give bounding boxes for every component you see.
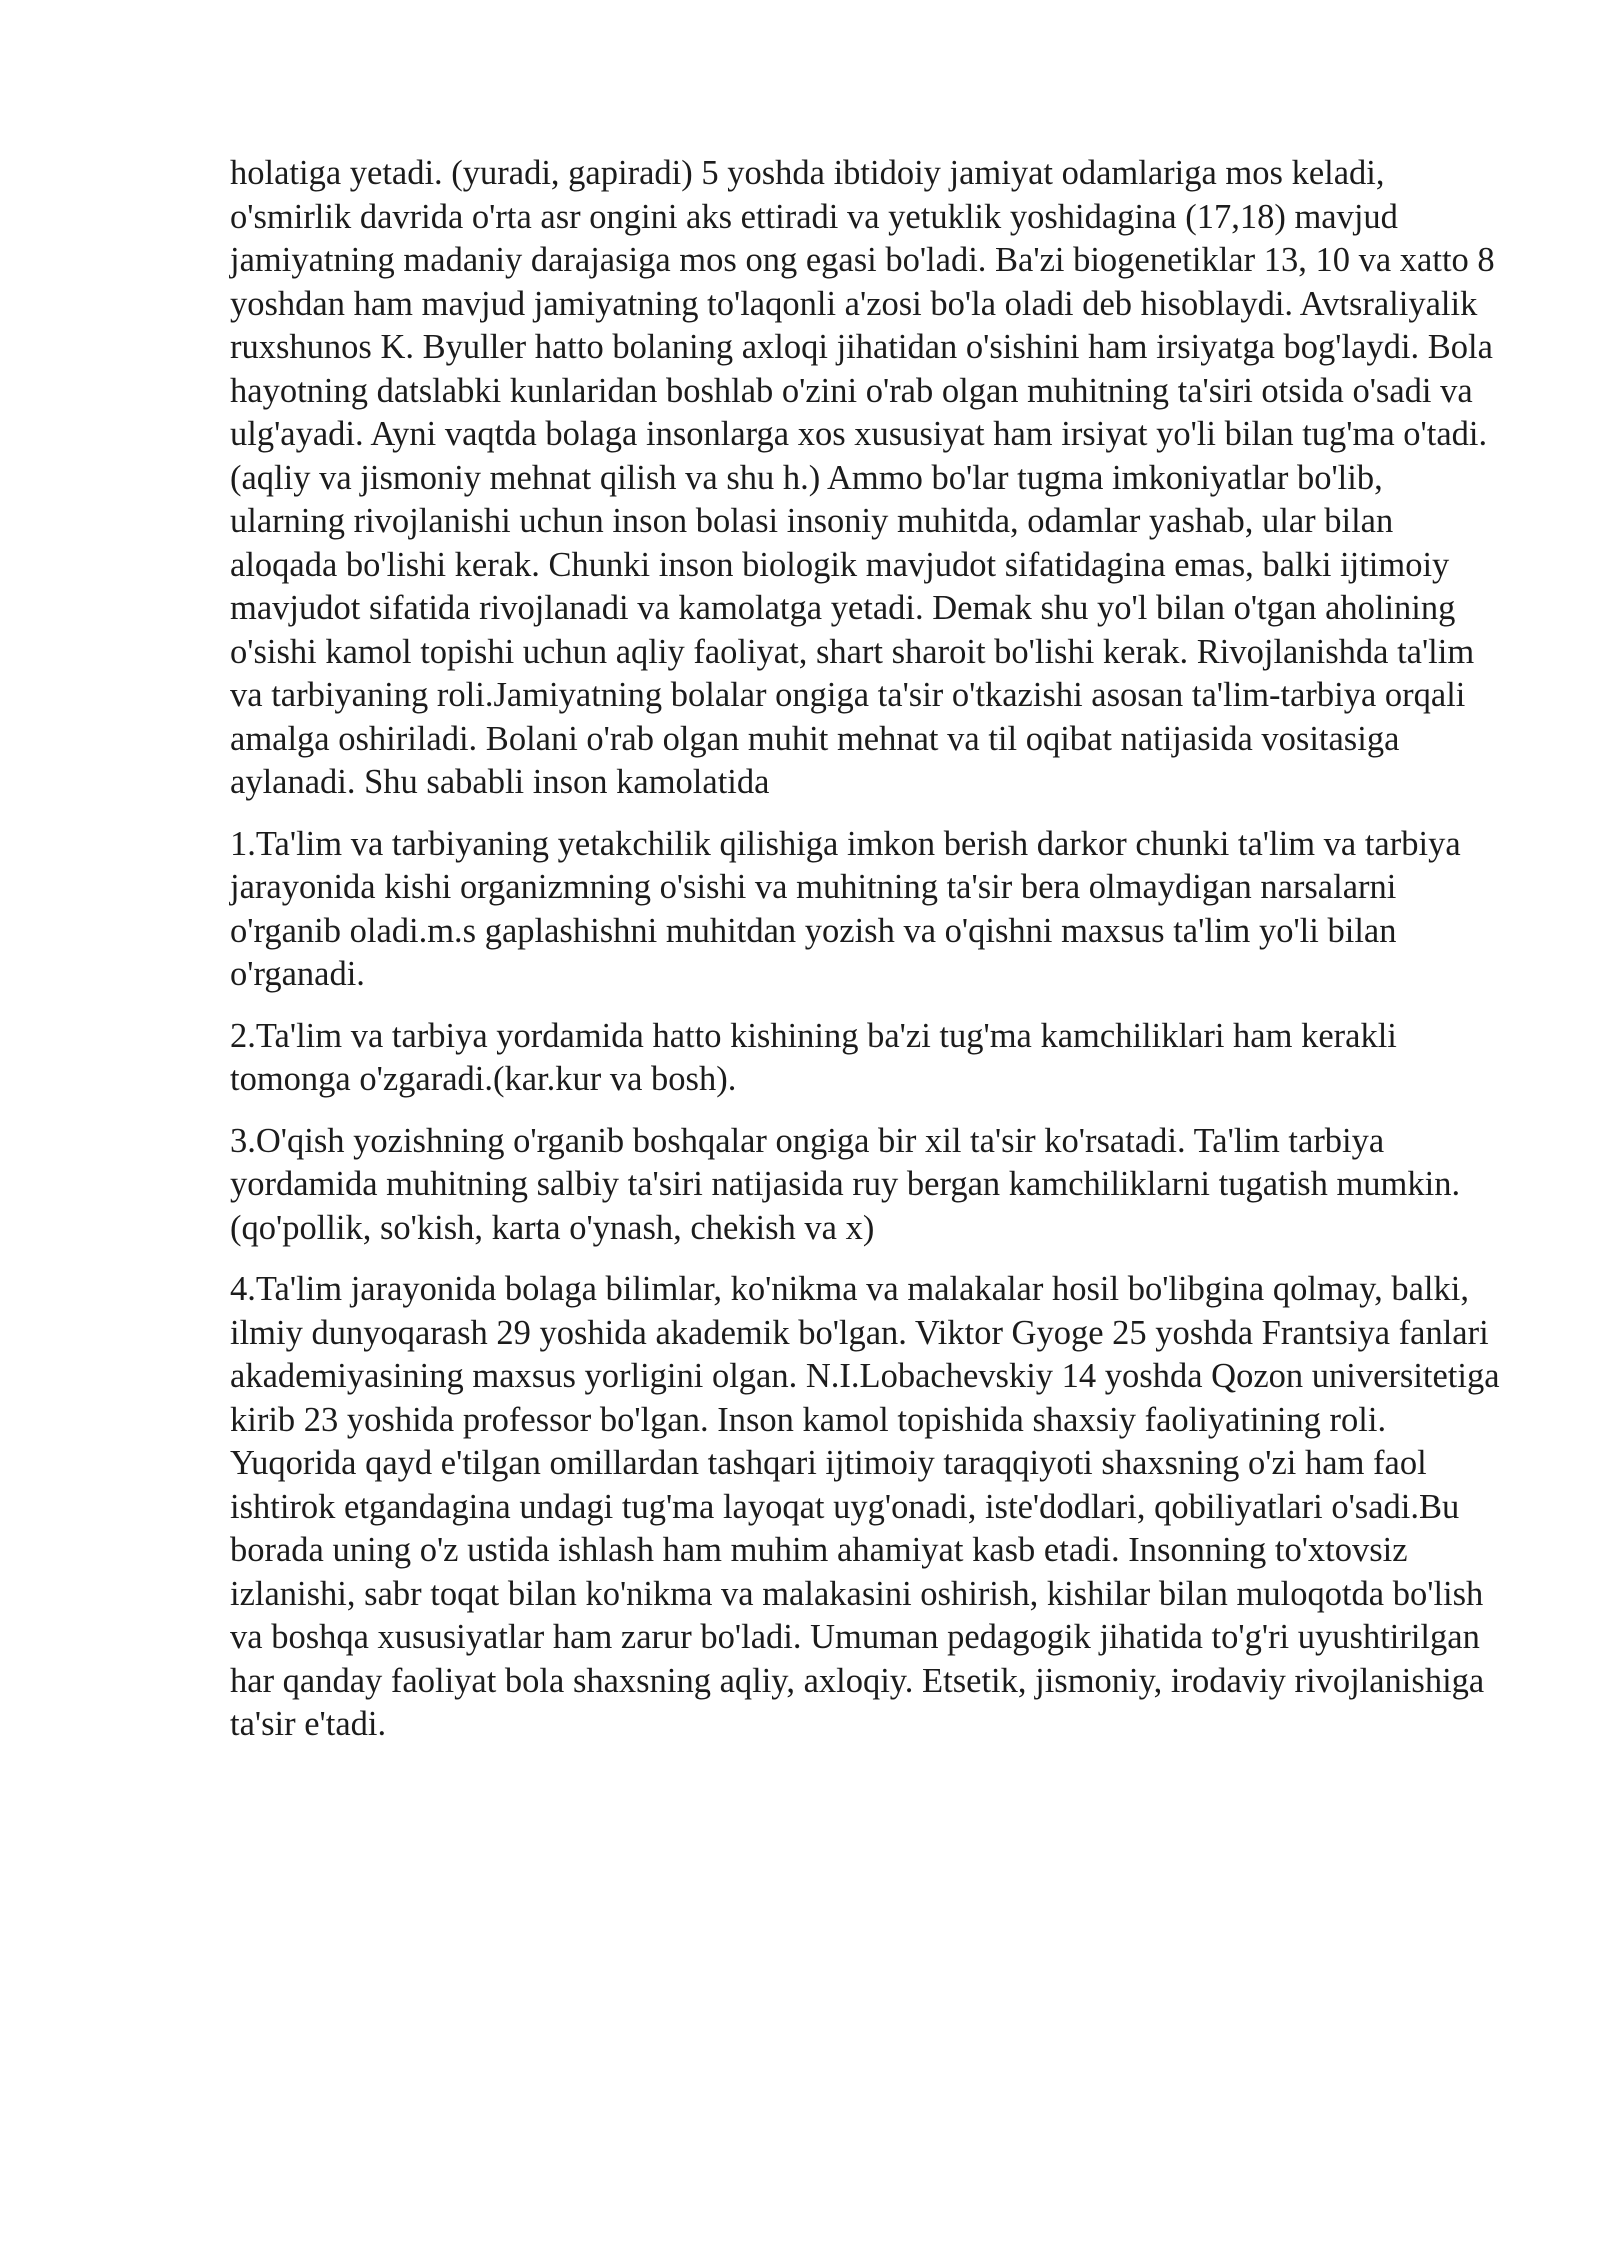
paragraph-item-3: 3.O'qish yozishning o'rganib boshqalar ongiga bir xil ta'sir ko'rsatadi. Ta'lim tarbiya yordamida muhitning salbiy ta'siri natijasida ruy bergan kamchiliklarni tugatish mumkin.(qo'pollik, so'kish, karta o'ynash, chekish va x) bbox=[230, 1121, 1461, 1247]
paragraph-item-2: 2.Ta'lim va tarbiya yordamida hatto kishining ba'zi tug'ma kamchiliklari ham kerakli tomonga o'zgaradi.(kar.kur va bosh). bbox=[230, 1016, 1397, 1098]
paragraph-item-4: 4.Ta'lim jarayonida bolaga bilimlar, ko'nikma va malakalar hosil bo'libgina qolmay, balki, ilmiy dunyoqarash 29 yoshida akademik bo'lgan. Viktor Gyoge 25 yoshda Frantsiya fanlari akademiyasining maxsus yorligini olgan. N.I.Lobachevskiy 14 yoshda Qozon universitetiga kirib 23 yoshida professor bo'lgan. Inson kamol topishida shaxsiy faoliyatining roli. Yuqorida qayd e'tilgan omillardan tashqari ijtimoiy taraqqiyoti shaxsning o'zi ham faol ishtirok etgandagina undagi tug'ma layoqat uyg'onadi, iste'dodlari, qobiliyatlari o'sadi.Bu borada uning o'z ustida ishlash ham muhim ahamiyat kasb etadi. Insonning to'xtovsiz izlanishi, sabr toqat bilan ko'nikma va malakasini oshirish, kishilar bilan muloqotda bo'lish va boshqa xususiyatlar ham zarur bo'ladi. Umuman pedagogik jihatida to'g'ri uyushtirilgan har qanday faoliyat bola shaxsning aqliy, axloqiy. Etsetik, jismoniy, irodaviy rivojlanishiga ta'sir e'tadi. bbox=[230, 1270, 1500, 1743]
paragraph-item-1: 1.Ta'lim va tarbiyaning yetakchilik qilishiga imkon berish darkor chunki ta'lim va tarbiya jarayonida kishi organizmning o'sishi va muhitning ta'sir bera olmaydigan narsalarni o'rganib oladi.m.s gaplashishni muhitdan yozish va o'qishni maxsus ta'lim yo'li bilan o'rganadi. bbox=[230, 824, 1461, 993]
document-body bbox=[230, 152, 1500, 1765]
paragraph-intro: holatiga yetadi. (yuradi, gapiradi) 5 yoshda ibtidoiy jamiyat odamlariga mos keladi, o'smirlik davrida o'rta asr ongini aks ettiradi va yetuklik yoshidagina (17,18) mavjud jamiyatning madaniy darajasiga mos ong egasi bo'ladi. Ba'zi biogenetiklar 13, 10 va xatto 8 yoshdan ham mavjud jamiyatning to'laqonli a'zosi bo'la oladi deb hisoblaydi. Avtsraliyalik ruxshunos K. Byuller hatto bolaning axloqi jihatidan o'sishini ham irsiyatga bog'laydi. Bola hayotning datslabki kunlaridan boshlab o'zini o'rab olgan muhitning ta'siri otsida o'sadi va ulg'ayadi. Ayni vaqtda bolaga insonlarga xos xususiyat ham irsiyat yo'li bilan tug'ma o'tadi. (aqliy va jismoniy mehnat qilish va shu h.) Ammo bo'lar tugma imkoniyatlar bo'lib, ularning rivojlanishi uchun inson bolasi insoniy muhitda, odamlar yashab, ular bilan aloqada bo'lishi kerak. Chunki inson biologik mavjudot sifatidagina emas, balki ijtimoiy mavjudot sifatida rivojlanadi va kamolatga yetadi. Demak shu yo'l bilan o'tgan aholining o'sishi kamol topishi uchun aqliy faoliyat, shart sharoit bo'lishi kerak. Rivojlanishda ta'lim va tarbiyaning roli.Jamiyatning bolalar ongiga ta'sir o'tkazishi asosan ta'lim-tarbiya orqali amalga oshiriladi. Bolani o'rab olgan muhit mehnat va til oqibat natijasida vositasiga aylanadi. Shu sababli inson kamolatida bbox=[230, 154, 1495, 801]
